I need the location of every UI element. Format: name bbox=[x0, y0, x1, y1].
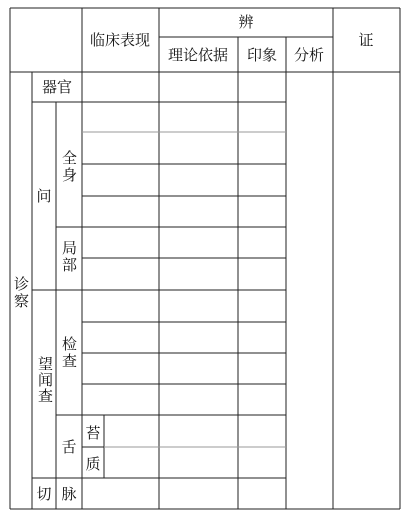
header-bian-label: 辨 bbox=[238, 13, 254, 31]
row-label-mai: 脉 bbox=[61, 485, 77, 503]
row-label-zhi: 质 bbox=[85, 455, 101, 473]
header-analysis-label: 分析 bbox=[293, 46, 325, 64]
row-label-zhencha: 诊察 bbox=[12, 276, 30, 310]
row-label-qiguan: 器官 bbox=[41, 78, 73, 96]
row-label-wangwencha: 望闻查 bbox=[36, 356, 54, 404]
row-label-tai: 苔 bbox=[85, 424, 101, 442]
row-label-jubu: 局部 bbox=[60, 240, 78, 274]
row-label-jiancha: 检查 bbox=[60, 336, 78, 370]
header-basis-label: 理论依据 bbox=[167, 46, 229, 64]
header-impression-label: 印象 bbox=[246, 46, 278, 64]
row-label-qie: 切 bbox=[36, 485, 52, 503]
row-label-quanshen: 全身 bbox=[60, 150, 78, 184]
header-zheng-label: 证 bbox=[358, 31, 374, 49]
row-label-wen: 问 bbox=[36, 187, 52, 205]
header-clinical-label: 临床表现 bbox=[89, 31, 151, 49]
row-label-she: 舌 bbox=[61, 438, 77, 456]
